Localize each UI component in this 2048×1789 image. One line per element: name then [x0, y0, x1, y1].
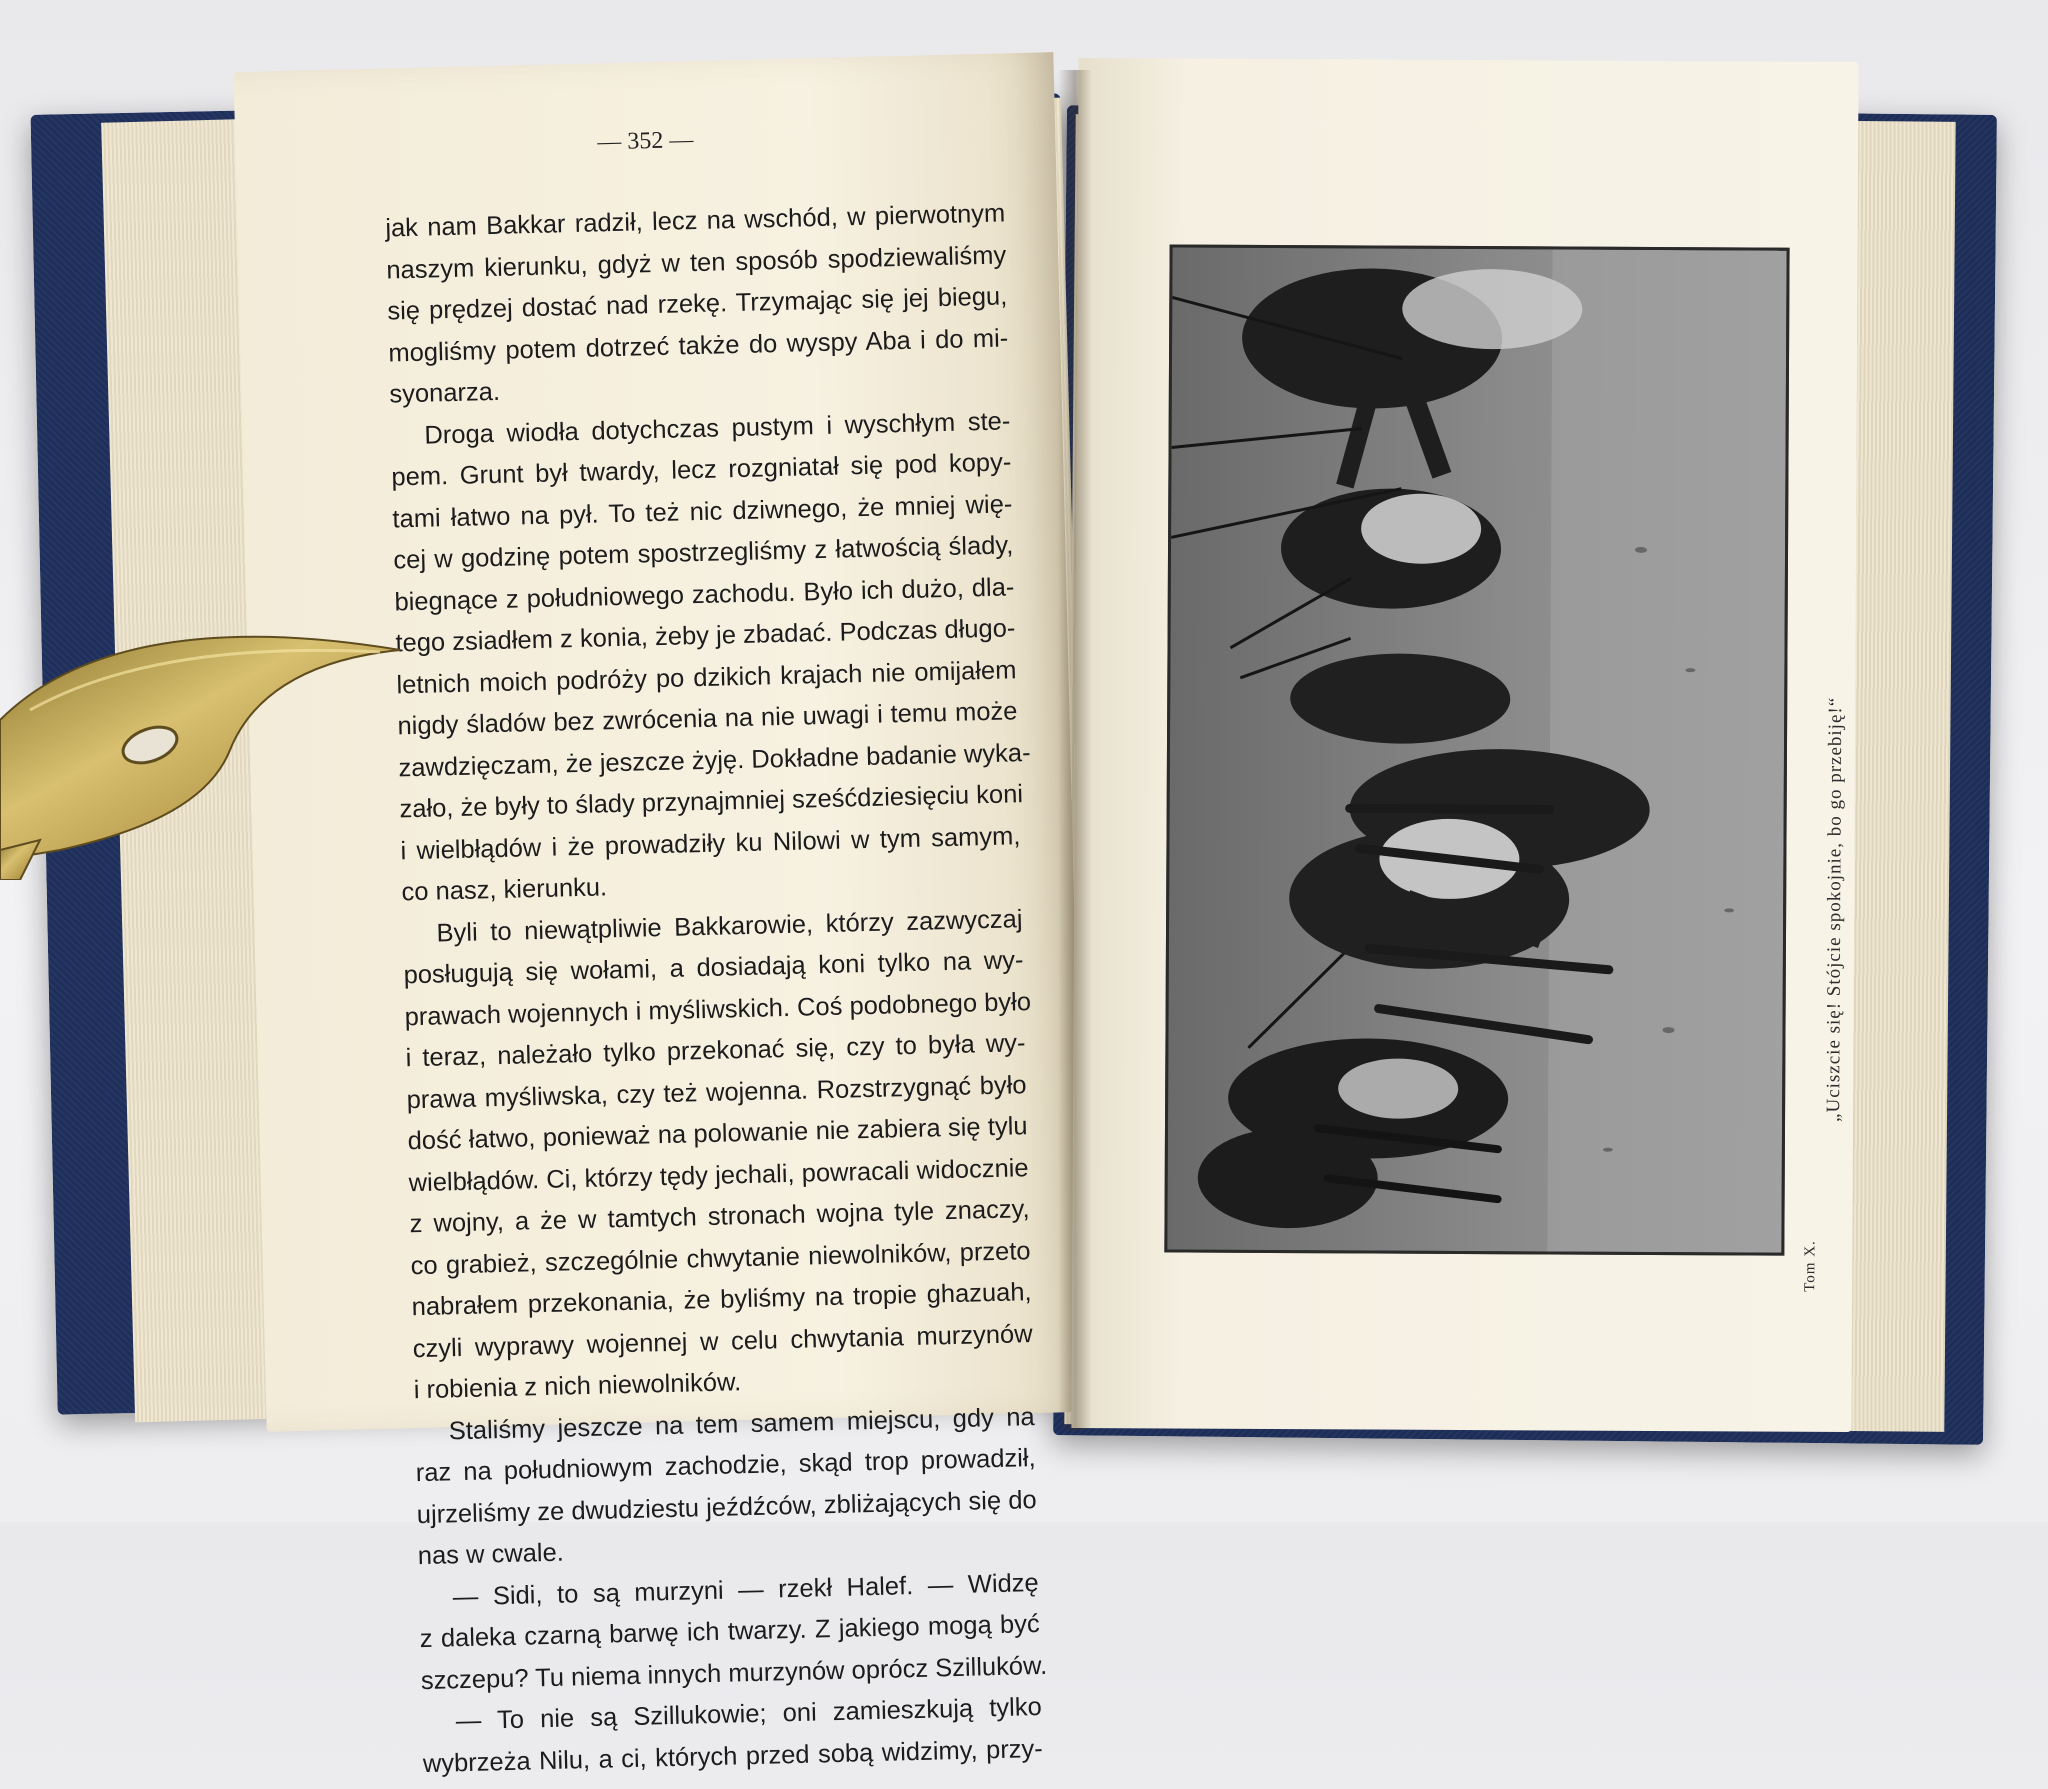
- right-page: [1071, 58, 1858, 1432]
- text-line: syonarza.: [389, 377, 501, 409]
- volume-label: Tom X.: [1802, 1240, 1819, 1292]
- text-line: i robienia z nich niewolników.: [413, 1368, 742, 1405]
- text-line: Byli to niewątpliwie Bakkarowie, którzy zazwyczaj: [436, 904, 1023, 948]
- text-line: prawa myśliwska, czy też wojenna. Rozstrzygnąć było: [406, 1070, 1027, 1114]
- text-line: z wojny, a że w tamtych stronach wojna tyle znaczy,: [409, 1195, 1030, 1239]
- text-line: i wielbłądów i że prowadziły ku Nilowi w tym samym,: [400, 821, 1021, 865]
- text-line: — Sidi, to są murzyni — rzekł Halef. — Widzę: [452, 1568, 1039, 1611]
- text-line: letnich moich podróży po dzikich krajach nie omijałem: [396, 655, 1017, 699]
- text-line: szczepu? Tu niema innych murzynów oprócz Szilluków.: [420, 1651, 1048, 1695]
- text-line: raz na południowym zachodzie, skąd trop prowadził,: [415, 1444, 1036, 1488]
- text-line: nigdy śladów bez zwrócenia na nie uwagi i temu może: [397, 697, 1018, 741]
- engraving-illustration: [1167, 247, 1786, 1252]
- illustration-caption: „Uciszcie się! Stójcie spokojnie, bo go przebiję!“: [1823, 696, 1847, 1122]
- text-line: cej w godzinę potem spostrzegliśmy z łatwością ślady,: [393, 531, 1014, 575]
- text-line: Droga wiodła dotychczas pustym i wyschłym ste-: [424, 406, 1011, 450]
- text-line: naszym kierunku, gdyż w ten sposób spodziewaliśmy: [386, 240, 1007, 285]
- text-line: tami łatwo na pył. To też nic dziwnego, że mniej wię-: [392, 489, 1013, 533]
- text-line: co nasz, kierunku.: [401, 873, 608, 907]
- text-line: nabrałem przekonania, że byliśmy na tropie ghazuah,: [411, 1278, 1032, 1322]
- text-line: pem. Grunt był twardy, lecz rozgniatał się pod kopy-: [391, 448, 1012, 492]
- text-line: mogliśmy potem dotrzeć także do wyspy Aba i do mi-: [388, 323, 1009, 368]
- text-line: nas w cwale.: [417, 1538, 565, 1571]
- book-gutter: [1058, 70, 1092, 1430]
- text-line: zawdzięczam, że jeszcze żyję. Dokładne badanie wyka-: [398, 738, 1031, 782]
- text-line: się prędzej dostać nad rzekę. Trzymając się jej biegu,: [387, 282, 1008, 326]
- text-line: dość łatwo, ponieważ na polowanie nie zabiera się tylu: [407, 1112, 1028, 1156]
- illustration-plate: [1164, 244, 1789, 1255]
- text-line: z daleka czarną barwę ich twarzy. Z jakiego mogą być: [419, 1609, 1041, 1654]
- text-line: zało, że były to ślady przynajmniej sześćdziesięciu koni: [399, 780, 1024, 824]
- text-line: biegnące z południowego zachodu. Było ich dużo, dla-: [394, 572, 1015, 616]
- text-line: Staliśmy jeszcze na tem samem miejscu, gdy na: [448, 1402, 1035, 1445]
- text-line: — To nie są Szillukowie; oni zamieszkują tylko: [455, 1692, 1043, 1736]
- text-line: co grabież, szczególnie chwytanie niewolników, przeto: [410, 1236, 1031, 1280]
- body-text: [385, 193, 1048, 1785]
- text-line: posługują się wołami, a dosiadają koni tylko na wy-: [403, 946, 1024, 990]
- text-line: tego zsiadłem z konia, żeby je zbadać. Podczas długo-: [395, 614, 1016, 658]
- text-line: ujrzeliśmy ze dwudziestu jeźdźców, zbliżających się do: [416, 1485, 1037, 1529]
- text-line: prawach wojennych i myśliwskich. Coś podobnego było: [404, 987, 1032, 1031]
- brass-bookmark: [0, 600, 420, 880]
- text-line: wielbłądów. Ci, którzy tędy jechali, powracali widocznie: [408, 1153, 1029, 1197]
- text-line: jak nam Bakkar radził, lecz na wschód, w pierwotnym: [385, 199, 1006, 243]
- text-line: czyli wyprawy wojennej w celu chwytania murzynów: [412, 1319, 1033, 1363]
- text-line: i teraz, należało tylko przekonać się, czy to była wy-: [405, 1029, 1026, 1073]
- page-number: — 352 —: [597, 127, 694, 156]
- text-line: wybrzeża Nilu, a ci, których przed sobą widzimy, przy-: [422, 1734, 1044, 1778]
